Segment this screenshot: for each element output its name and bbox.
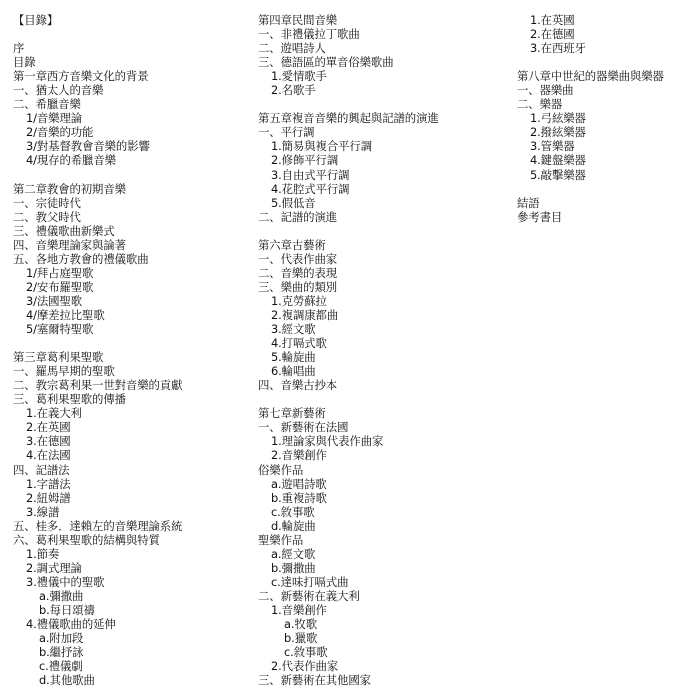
toc-spacer [258,224,508,238]
toc-entry: 三、禮儀歌曲新樂式 [13,223,115,238]
toc-subentry: 2.名歌手 [271,83,316,98]
toc-entry: 一、新藝術在法國 [258,420,349,435]
toc-entry: 六、葛利果聖歌的結構與特質 [13,532,160,547]
toc-entry: 三、新藝術在其他國家 [258,673,371,688]
toc-entry: 第八章中世紀的器樂曲與樂器 [517,69,664,84]
toc-subentry: 1/拜占庭聖歌 [26,265,94,280]
toc-subentry: 6.輪唱曲 [271,364,316,379]
toc-subentry: a.附加段 [39,631,84,646]
toc-subentry: 4.花腔式平行調 [271,181,350,196]
toc-spacer [13,168,253,182]
toc-entry: 第六章古藝術 [258,237,326,252]
toc-subentry: 1.弓絃樂器 [530,111,586,126]
toc-entry: 四、音樂理論家與論著 [13,237,126,252]
toc-entry: 一、代表作曲家 [258,251,338,266]
toc-spacer [517,182,697,196]
toc-subentry: 1.克勞蘇拉 [271,293,327,308]
toc-subentry: a.彌撒曲 [39,588,84,603]
toc-subentry: a.遊唱詩歌 [271,476,327,491]
toc-entry: 聖樂作品 [258,532,304,547]
toc-entry: 二、記譜的演進 [258,209,338,224]
toc-subentry: 2.在德國 [530,27,575,42]
toc-entry: 二、遊唱詩人 [258,41,326,56]
toc-subentry: a.牧歌 [284,617,317,632]
toc-entry: 俗樂作品 [258,462,304,477]
toc-entry: 第三章葛利果聖歌 [13,350,104,365]
toc-entry: 一、非禮儀拉丁歌曲 [258,27,360,42]
toc-subentry: 1.字譜法 [26,476,71,491]
toc-entry: 二、希臘音樂 [13,97,81,112]
toc-subentry: 2.修飾平行調 [271,153,339,168]
toc-entry: 第一章西方音樂文化的背景 [13,69,149,84]
toc-spacer [13,27,253,41]
toc-entry: 第二章教會的初期音樂 [13,181,126,196]
toc-subentry: 2.撥絃樂器 [530,125,586,140]
toc-entry: 三、葛利果聖歌的傳播 [13,392,126,407]
toc-spacer [258,392,508,406]
toc-subentry: 2.複調康都曲 [271,307,339,322]
toc-subentry: 2.紐姆譜 [26,490,71,505]
toc-subentry: 1.理論家與代表作曲家 [271,434,384,449]
toc-entry: 第五章複音音樂的興起與記譜的演進 [258,111,439,126]
toc-subentry: 2.代表作曲家 [271,659,339,674]
toc-subentry: 3.線譜 [26,504,60,519]
toc-entry: 二、音樂的表現 [258,265,338,280]
toc-entry: 參考書目 [517,209,563,224]
toc-subentry: 1.在義大利 [26,406,82,421]
toc-subentry: 1.音樂創作 [271,602,327,617]
toc-subentry: 5.假低音 [271,195,316,210]
toc-subentry: 5.輪旋曲 [271,350,316,365]
toc-entry: 二、新藝術在義大利 [258,588,360,603]
toc-subentry: 4.禮儀歌曲的延伸 [26,617,116,632]
toc-subentry: c.禮儀劇 [39,659,83,674]
toc-subentry: 4.在法國 [26,448,71,463]
toc-subentry: d.其他歌曲 [39,673,95,688]
toc-subentry: 2/安布羅聖歌 [26,279,94,294]
toc-entry: 一、器樂曲 [517,83,574,98]
toc-subentry: b.繼抒詠 [39,645,84,660]
toc-entry: 二、教父時代 [13,209,81,224]
toc-subentry: 3/法國聖歌 [26,293,83,308]
toc-subentry: 4/現存的希臘音樂 [26,153,116,168]
toc-subentry: 1/音樂理論 [26,111,83,126]
toc-entry: 一、宗徒時代 [13,195,81,210]
toc-subentry: 2/音樂的功能 [26,125,94,140]
toc-subentry: 3.在西班牙 [530,41,586,56]
toc-subentry: c.達味打嗝式曲 [271,574,349,589]
toc-entry: 三、樂曲的類別 [258,279,338,294]
toc-entry: 第四章民間音樂 [258,13,338,27]
toc-entry: 五、桂多．達賴左的音樂理論系統 [13,518,183,533]
toc-spacer [13,336,253,350]
toc-subentry: b.獵歌 [284,631,318,646]
toc-subentry: 1.節奏 [26,546,60,561]
toc-subentry: d.輪旋曲 [271,518,316,533]
toc-entry: 【目錄】 [13,13,59,27]
toc-entry: 結語 [517,195,540,210]
toc-subentry: b.每日頌禱 [39,602,95,617]
toc-subentry: c.敘事歌 [271,504,315,519]
toc-subentry: 5/塞爾特聖歌 [26,322,94,337]
toc-column-3 [517,13,697,224]
toc-spacer [517,55,697,69]
toc-column-1 [13,13,253,687]
toc-subentry: c.敘事歌 [284,645,328,660]
toc-entry: 四、音樂古抄本 [258,378,338,393]
toc-subentry: 2.調式理論 [26,560,82,575]
toc-subentry: 3.自由式平行調 [271,167,350,182]
toc-subentry: a.經文歌 [271,546,316,561]
toc-entry: 第七章新藝術 [258,406,326,421]
toc-entry: 五、各地方教會的禮儀歌曲 [13,251,149,266]
toc-subentry: 1.愛情歌手 [271,69,327,84]
toc-entry: 三、德語區的單音俗樂歌曲 [258,55,394,70]
toc-entry: 二、樂器 [517,97,563,112]
toc-entry: 一、猶太人的音樂 [13,83,104,98]
toc-column-2 [258,13,508,687]
toc-subentry: 3.管樂器 [530,139,575,154]
toc-subentry: 3.禮儀中的聖歌 [26,574,105,589]
toc-subentry: b.重複詩歌 [271,490,327,505]
toc-entry: 序 [13,41,25,56]
toc-entry: 目錄 [13,55,36,70]
toc-subentry: b.彌撒曲 [271,560,316,575]
toc-spacer [258,97,508,111]
toc-subentry: 4.鍵盤樂器 [530,153,586,168]
toc-subentry: 3.在德國 [26,434,71,449]
toc-subentry: 1.簡易與複合平行調 [271,139,372,154]
toc-subentry: 2.音樂創作 [271,448,327,463]
toc-subentry: 4.打嗝式歌 [271,336,327,351]
toc-entry: 二、教宗葛利果一世對音樂的貢獻 [13,378,183,393]
toc-subentry: 4/摩差拉比聖歌 [26,307,105,322]
toc-entry: 一、平行調 [258,125,315,140]
toc-entry: 四、記譜法 [13,462,70,477]
toc-subentry: 3.經文歌 [271,322,316,337]
toc-subentry: 5.敲擊樂器 [530,167,586,182]
toc-subentry: 1.在英國 [530,13,575,27]
toc-entry: 一、羅馬早期的聖歌 [13,364,115,379]
toc-subentry: 2.在英國 [26,420,71,435]
toc-subentry: 3/對基督教會音樂的影響 [26,139,150,154]
